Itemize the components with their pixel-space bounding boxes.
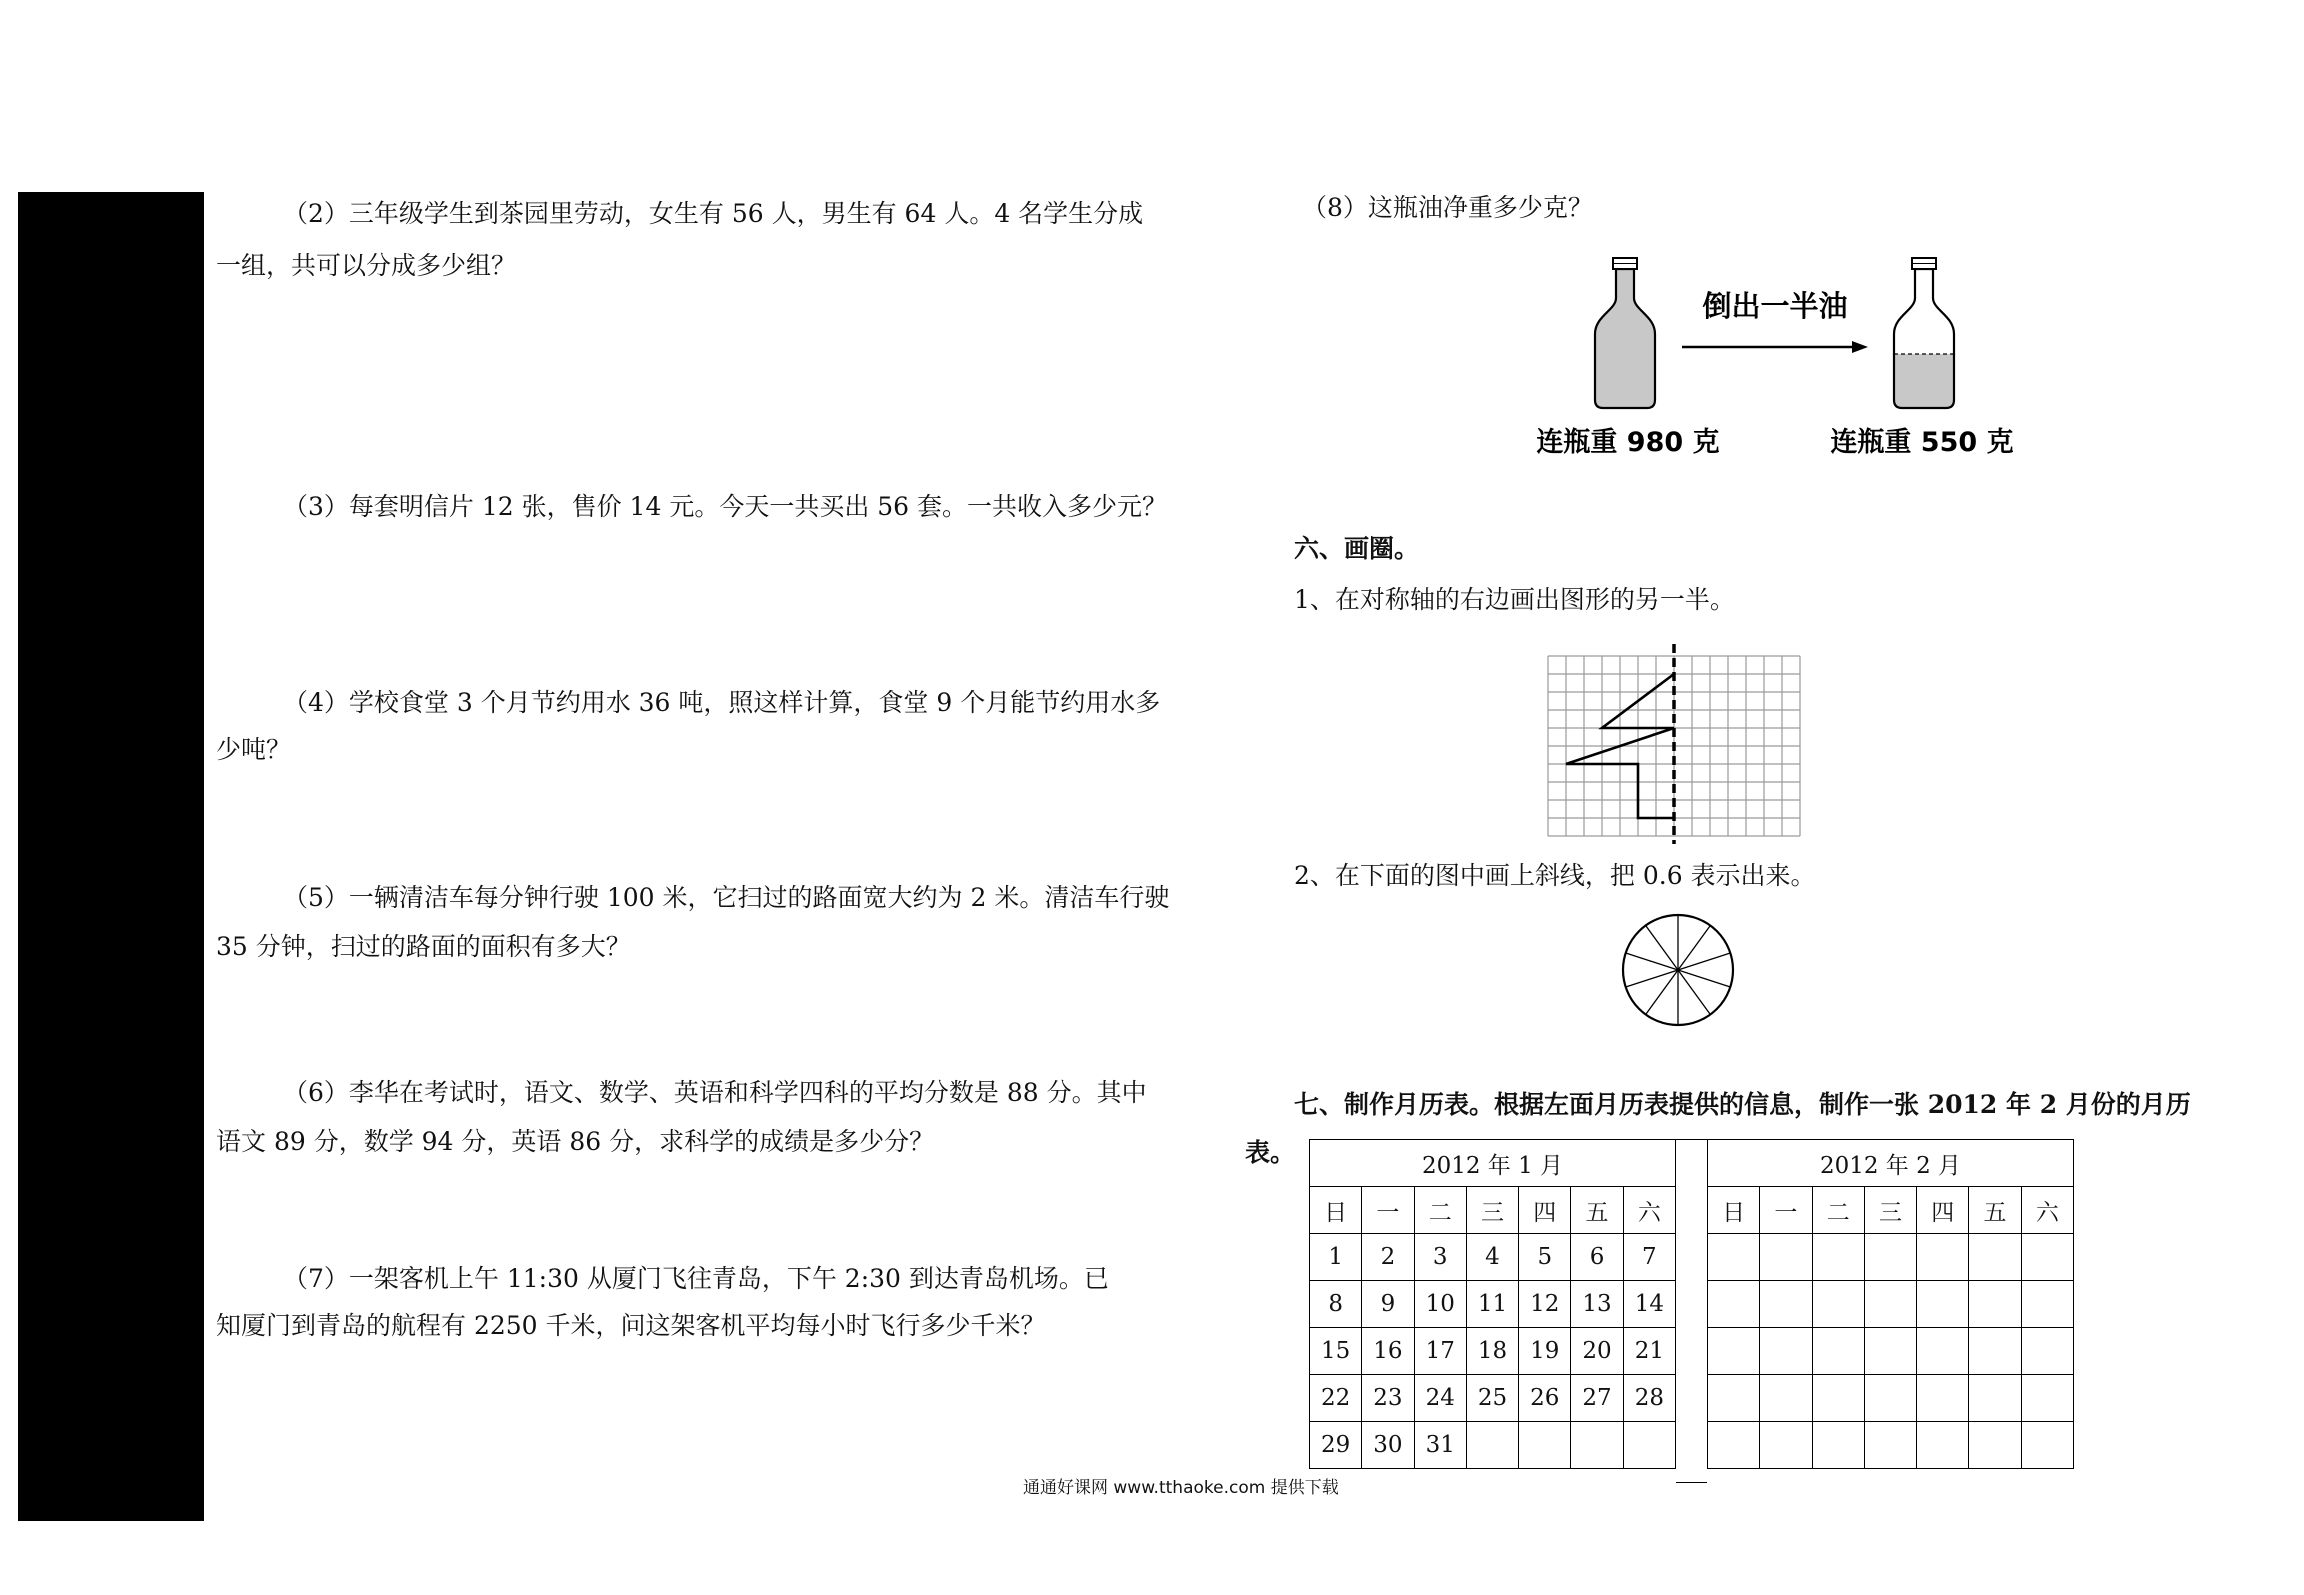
calendar-blank-cell xyxy=(1864,1328,1916,1375)
calendar-weekday-cell: 四 xyxy=(1917,1187,1969,1234)
calendar-weekday-cell: 四 xyxy=(1519,1187,1571,1234)
calendar-weekday-cell: 日 xyxy=(1310,1187,1362,1234)
calendar-day-cell: 2 xyxy=(1362,1234,1414,1281)
calendar-weekday-cell: 六 xyxy=(1623,1187,1675,1234)
pour-action-label: 倒出一半油 xyxy=(1702,289,1848,323)
calendar-blank-cell xyxy=(1969,1234,2021,1281)
problem-7-line-2: 知厦门到青岛的航程有 2250 千米，问这架客机平均每小时飞行多少千米？ xyxy=(216,1311,1046,1340)
calendar-weekday-cell: 三 xyxy=(1864,1187,1916,1234)
calendar-blank-cell xyxy=(1812,1281,1864,1328)
calendar-month-title: 2012 年 1 月 xyxy=(1310,1140,1676,1187)
calendar-day-cell: 18 xyxy=(1466,1328,1518,1375)
calendar-blank-cell xyxy=(1917,1234,1969,1281)
calendar-blank-cell xyxy=(1917,1375,1969,1422)
calendar-day-cell: 26 xyxy=(1519,1375,1571,1422)
calendar-day-cell: 11 xyxy=(1466,1281,1518,1328)
calendar-day-cell: 17 xyxy=(1414,1328,1466,1375)
calendar-day-cell: 10 xyxy=(1414,1281,1466,1328)
circle-divider-line xyxy=(1626,970,1678,987)
calendar-week-row xyxy=(1708,1375,2074,1422)
problem-5-line-2: 35 分钟，扫过的路面的面积有多大？ xyxy=(216,932,631,961)
calendar-weekday-cell: 三 xyxy=(1466,1187,1518,1234)
section-6-title: 六、画圈。 xyxy=(1294,534,1420,563)
calendar-blank-cell xyxy=(1812,1375,1864,1422)
calendar-day-cell: 29 xyxy=(1310,1422,1362,1469)
section-6-question-2: 2、在下面的图中画上斜线，把 0.6 表示出来。 xyxy=(1294,861,1816,890)
calendar-weekday-cell: 一 xyxy=(1362,1187,1414,1234)
calendar-day-cell: 28 xyxy=(1623,1375,1675,1422)
section-7-instruction-line-2: 表。 xyxy=(1245,1138,1296,1167)
calendar-day-cell: 24 xyxy=(1414,1375,1466,1422)
calendar-day-cell: 23 xyxy=(1362,1375,1414,1422)
calendar-day-cell: 21 xyxy=(1623,1328,1675,1375)
calendar-blank-cell xyxy=(1708,1328,1760,1375)
calendar-blank-cell xyxy=(1760,1281,1812,1328)
circle-divider-line xyxy=(1678,970,1730,987)
calendar-day-cell: 25 xyxy=(1466,1375,1518,1422)
calendar-week-row xyxy=(1310,1375,1676,1422)
calendar-week-row xyxy=(1310,1234,1676,1281)
calendar-blank-cell xyxy=(2021,1234,2073,1281)
calendar-weekday-cell: 六 xyxy=(2021,1187,2073,1234)
calendar-title-row xyxy=(1310,1140,1676,1187)
full-bottle-weight-label: 连瓶重 980 克 xyxy=(1536,427,1720,458)
calendar-weekday-cell: 五 xyxy=(1969,1187,2021,1234)
calendar-day-cell: 9 xyxy=(1362,1281,1414,1328)
circle-divider-line xyxy=(1646,970,1678,1014)
oil-bottle-diagram xyxy=(1500,250,2060,420)
calendar-gap xyxy=(1676,1139,1707,1483)
calendar-weekday-cell: 一 xyxy=(1760,1187,1812,1234)
calendar-blank-cell xyxy=(1519,1422,1571,1469)
calendar-blank-cell xyxy=(1917,1281,1969,1328)
calendar-january-2012 xyxy=(1309,1139,1676,1469)
full-bottle xyxy=(1595,258,1655,408)
calendar-day-cell: 14 xyxy=(1623,1281,1675,1328)
problem-6-line-2: 语文 89 分，数学 94 分，英语 86 分，求科学的成绩是多少分？ xyxy=(216,1127,935,1156)
calendar-day-cell: 4 xyxy=(1466,1234,1518,1281)
pour-arrow xyxy=(1682,341,1868,353)
calendar-blank-cell xyxy=(1760,1234,1812,1281)
calendar-day-cell: 6 xyxy=(1571,1234,1623,1281)
calendar-weekday-row xyxy=(1310,1187,1676,1234)
calendar-blank-cell xyxy=(1623,1422,1675,1469)
calendar-week-row xyxy=(1708,1234,2074,1281)
binding-margin-bar xyxy=(18,192,204,1521)
problem-2-line-2: 一组，共可以分成多少组？ xyxy=(216,251,517,280)
problem-4-line-2: 少吨？ xyxy=(216,735,292,764)
calendar-weekday-cell: 二 xyxy=(1414,1187,1466,1234)
calendar-blank-cell xyxy=(1812,1328,1864,1375)
half-bottle xyxy=(1894,258,1954,408)
calendar-day-cell: 12 xyxy=(1519,1281,1571,1328)
calendar-blank-cell xyxy=(1917,1422,1969,1469)
problem-3-line-1: （3）每套明信片 12 张，售价 14 元。今天一共买出 56 套。一共收入多少元？ xyxy=(283,492,1168,521)
circle-divider-line xyxy=(1646,926,1678,970)
calendar-weekday-cell: 五 xyxy=(1571,1187,1623,1234)
calendar-blank-cell xyxy=(1571,1422,1623,1469)
calendar-blank-cell xyxy=(1708,1281,1760,1328)
calendar-blank-cell xyxy=(1760,1328,1812,1375)
calendar-day-cell: 16 xyxy=(1362,1328,1414,1375)
calendar-weekday-row xyxy=(1708,1187,2074,1234)
calendar-day-cell: 5 xyxy=(1519,1234,1571,1281)
calendar-blank-cell xyxy=(2021,1375,2073,1422)
calendar-blank-cell xyxy=(1864,1281,1916,1328)
calendar-blank-cell xyxy=(1812,1234,1864,1281)
calendar-blank-cell xyxy=(1708,1375,1760,1422)
calendar-week-row xyxy=(1708,1281,2074,1328)
circle-divider-line xyxy=(1678,953,1730,970)
calendar-day-cell: 19 xyxy=(1519,1328,1571,1375)
calendar-day-cell: 27 xyxy=(1571,1375,1623,1422)
circle-divider-line xyxy=(1678,970,1710,1014)
calendar-day-cell: 15 xyxy=(1310,1328,1362,1375)
calendar-week-row xyxy=(1708,1328,2074,1375)
calendar-blank-cell xyxy=(1969,1281,2021,1328)
calendar-day-cell: 30 xyxy=(1362,1422,1414,1469)
calendar-week-row xyxy=(1310,1328,1676,1375)
calendar-blank-cell xyxy=(1864,1234,1916,1281)
calendar-month-title: 2012 年 2 月 xyxy=(1708,1140,2074,1187)
calendar-february-2012 xyxy=(1707,1139,2074,1469)
calendar-blank-cell xyxy=(1917,1328,1969,1375)
calendar-day-cell: 3 xyxy=(1414,1234,1466,1281)
calendar-day-cell: 20 xyxy=(1571,1328,1623,1375)
calendar-week-row xyxy=(1708,1422,2074,1469)
calendar-blank-cell xyxy=(1969,1422,2021,1469)
circle-dividers xyxy=(1626,915,1731,1025)
calendar-day-cell: 22 xyxy=(1310,1375,1362,1422)
calendar-day-cell: 31 xyxy=(1414,1422,1466,1469)
circle-divider-line xyxy=(1626,953,1678,970)
calendar-day-cell: 13 xyxy=(1571,1281,1623,1328)
calendar-blank-cell xyxy=(1969,1328,2021,1375)
calendar-day-cell: 8 xyxy=(1310,1281,1362,1328)
symmetry-grid-figure xyxy=(1540,640,1810,845)
calendar-blank-cell xyxy=(1969,1375,2021,1422)
problem-7-line-1: （7）一架客机上午 11:30 从厦门飞往青岛，下午 2:30 到达青岛机场。已 xyxy=(283,1264,1109,1293)
section-6-question-1: 1、在对称轴的右边画出图形的另一半。 xyxy=(1294,585,1735,614)
calendar-blank-cell xyxy=(2021,1422,2073,1469)
calendar-blank-cell xyxy=(2021,1281,2073,1328)
calendar-day-cell: 7 xyxy=(1623,1234,1675,1281)
calendar-blank-cell xyxy=(1864,1422,1916,1469)
footer-source-note: 通通好课网 www.tthaoke.com 提供下载 xyxy=(1023,1478,1339,1498)
half-bottle-weight-label: 连瓶重 550 克 xyxy=(1830,427,2014,458)
calendar-blank-cell xyxy=(1708,1422,1760,1469)
problem-2-line-1: （2）三年级学生到茶园里劳动，女生有 56 人，男生有 64 人。4 名学生分成 xyxy=(283,199,1144,228)
calendar-day-cell: 1 xyxy=(1310,1234,1362,1281)
calendar-week-row xyxy=(1310,1281,1676,1328)
calendar-weekday-cell: 二 xyxy=(1812,1187,1864,1234)
calendar-blank-cell xyxy=(2021,1328,2073,1375)
calendar-weekday-cell: 日 xyxy=(1708,1187,1760,1234)
calendar-blank-cell xyxy=(1466,1422,1518,1469)
circle-divider-line xyxy=(1678,926,1710,970)
calendar-blank-cell xyxy=(1760,1422,1812,1469)
calendar-blank-cell xyxy=(1708,1234,1760,1281)
calendar-week-row xyxy=(1310,1422,1676,1469)
problem-8-text: （8）这瓶油净重多少克？ xyxy=(1302,193,1593,222)
divided-circle xyxy=(1613,905,1743,1035)
section-7-instruction-line-1: 七、制作月历表。根据左面月历表提供的信息，制作一张 2012 年 2 月份的月历 xyxy=(1294,1090,2191,1119)
calendar-title-row xyxy=(1708,1140,2074,1187)
calendar-blank-cell xyxy=(1864,1375,1916,1422)
problem-4-line-1: （4）学校食堂 3 个月节约用水 36 吨，照这样计算，食堂 9 个月能节约用水多 xyxy=(283,688,1161,717)
calendar-blank-cell xyxy=(1812,1422,1864,1469)
calendar-blank-cell xyxy=(1760,1375,1812,1422)
problem-5-line-1: （5）一辆清洁车每分钟行驶 100 米，它扫过的路面宽大约为 2 米。清洁车行驶 xyxy=(283,883,1170,912)
problem-6-line-1: （6）李华在考试时，语文、数学、英语和科学四科的平均分数是 88 分。其中 xyxy=(283,1078,1147,1107)
